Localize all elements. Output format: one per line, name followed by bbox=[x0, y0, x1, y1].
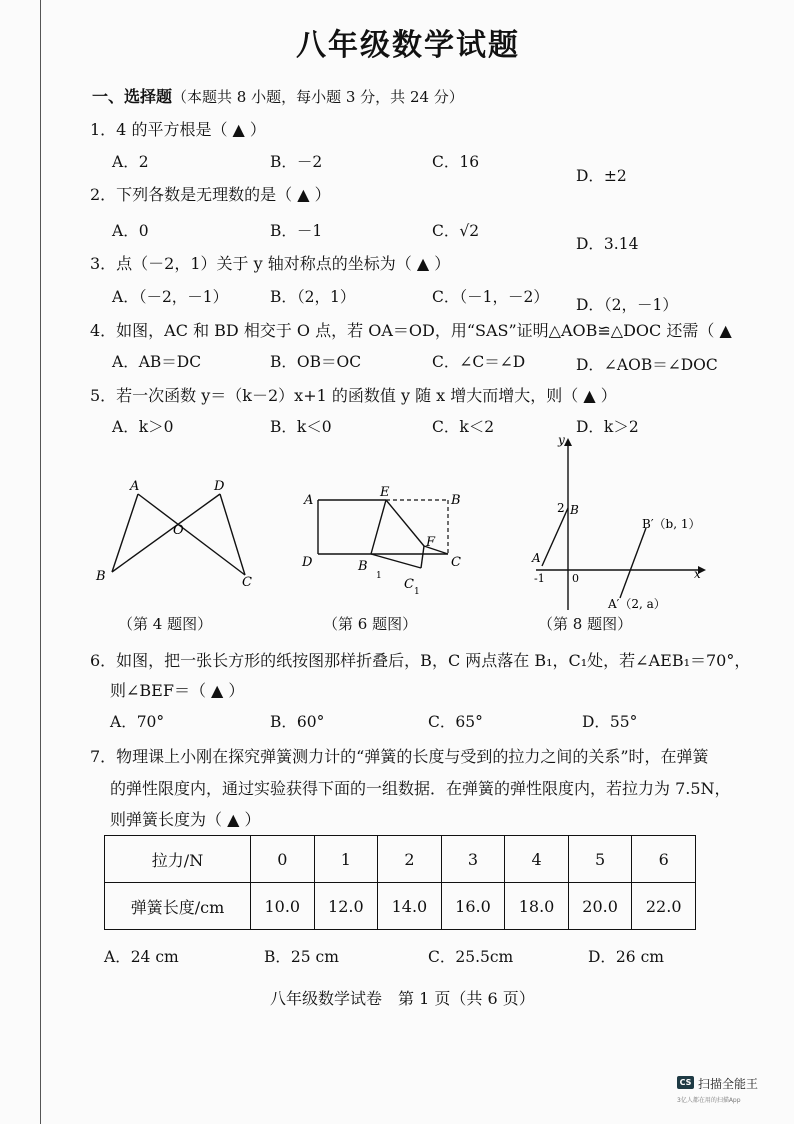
question-5-option-b: B．k＜0 bbox=[270, 418, 332, 436]
table-cell: 4 bbox=[505, 836, 569, 883]
question-3-option-b: B．（2，1） bbox=[270, 288, 356, 306]
table-cell: 16.0 bbox=[441, 883, 505, 930]
figure-8-caption: （第 8 题图） bbox=[538, 615, 633, 633]
table-cell: 12.0 bbox=[314, 883, 378, 930]
table-row-length bbox=[105, 883, 696, 930]
table-header-cell: 拉力/N bbox=[105, 836, 251, 883]
table-cell: 0 bbox=[251, 836, 315, 883]
question-6-option-b: B．60° bbox=[270, 713, 325, 731]
question-7-stem: 7．物理课上小刚在探究弹簧测力计的“弹簧的长度与受到的拉力之间的关系”时，在弹簧 bbox=[90, 747, 709, 766]
segment-apbp bbox=[620, 528, 646, 598]
question-2-option-b: B．－1 bbox=[270, 222, 323, 240]
label-c1-sub: 1 bbox=[414, 587, 420, 597]
question-7-option-d: D．26 cm bbox=[588, 948, 664, 966]
question-3-option-a: A．（－2，－1） bbox=[112, 288, 229, 306]
table-cell: 6 bbox=[632, 836, 696, 883]
line-ac bbox=[138, 494, 245, 575]
label-d: D bbox=[214, 479, 225, 494]
question-6-option-c: C．65° bbox=[428, 713, 483, 731]
label-a: A bbox=[130, 479, 140, 494]
question-7-option-c: C．25.5cm bbox=[428, 948, 514, 966]
question-5-option-d: D．k＞2 bbox=[576, 418, 639, 436]
label-e: E bbox=[380, 485, 390, 500]
question-5-stem: 5．若一次函数 y＝（k－2）x+1 的函数值 y 随 x 增大而增大，则（ ▲ ） bbox=[90, 386, 617, 405]
binding-margin-line bbox=[40, 0, 41, 1124]
line-bd bbox=[112, 494, 220, 572]
table-cell: 10.0 bbox=[251, 883, 315, 930]
label-d: D bbox=[302, 555, 313, 570]
watermark-slogan: 3亿人都在用的扫描App bbox=[677, 1097, 741, 1104]
question-7-stem-line-3: 则弹簧长度为（ ▲ ） bbox=[110, 810, 261, 829]
label-a: A bbox=[304, 493, 314, 508]
table-cell: 1 bbox=[314, 836, 378, 883]
question-1-option-c: C．16 bbox=[432, 153, 480, 171]
label-b: B bbox=[570, 503, 579, 517]
section-title: 一、选择题 bbox=[92, 87, 173, 106]
question-6-option-a: A．70° bbox=[110, 713, 165, 731]
question-3-stem: 3．点（－2，1）关于 y 轴对称点的坐标为（ ▲ ） bbox=[90, 254, 451, 273]
section-note: （本题共 8 小题，每小题 3 分，共 24 分） bbox=[172, 88, 464, 106]
question-5-option-c: C．k＜2 bbox=[432, 418, 495, 436]
question-4-option-d: D．∠AOB＝∠DOC bbox=[576, 356, 718, 374]
label-a-prime: A′（2, a） bbox=[608, 597, 666, 611]
label-b1: B bbox=[358, 559, 368, 574]
table-cell: 2 bbox=[378, 836, 442, 883]
figure-4-caption: （第 4 题图） bbox=[118, 615, 213, 633]
question-2-option-c: C．√2 bbox=[432, 222, 480, 240]
line-dc bbox=[220, 494, 245, 575]
table-row-force bbox=[105, 836, 696, 883]
figure-6-caption: （第 6 题图） bbox=[323, 615, 418, 633]
label-b: B bbox=[451, 493, 461, 508]
question-2-option-d: D．3.14 bbox=[576, 235, 639, 253]
label-f: F bbox=[426, 535, 436, 550]
label-c: C bbox=[242, 575, 252, 590]
figure-6-diagram bbox=[296, 484, 471, 599]
label-neg1: -1 bbox=[534, 572, 545, 585]
question-4-stem: 4．如图，AC 和 BD 相交于 O 点，若 OA＝OD，用“SAS”证明△AOB≌△DOC 还需（ ▲ bbox=[90, 321, 732, 340]
question-6-stem-line-2: 则∠BEF＝（ ▲ ） bbox=[110, 681, 245, 700]
label-c: C bbox=[451, 555, 461, 570]
question-1-option-d: D．±2 bbox=[576, 167, 627, 185]
question-4-option-c: C．∠C＝∠D bbox=[432, 353, 526, 371]
question-4-option-a: A．AB＝DC bbox=[112, 353, 202, 371]
question-6-option-d: D．55° bbox=[582, 713, 638, 731]
label-origin: 0 bbox=[572, 572, 579, 585]
table-cell: 14.0 bbox=[378, 883, 442, 930]
table-cell: 20.0 bbox=[568, 883, 632, 930]
question-4-option-b: B．OB＝OC bbox=[270, 353, 362, 371]
question-6-stem: 6．如图，把一张长方形的纸按图那样折叠后，B，C 两点落在 B₁，C₁处，若∠AEB₁＝70°， bbox=[90, 651, 751, 670]
line-ab bbox=[112, 494, 138, 572]
question-7-stem-line-2: 的弹性限度内，通过实验获得下面的一组数据．在弹簧的弹性限度内，若拉力为 7.5N， bbox=[110, 779, 731, 798]
label-a: A bbox=[532, 551, 541, 565]
label-o: O bbox=[173, 523, 184, 538]
spring-data-table bbox=[104, 835, 696, 930]
label-b: B bbox=[96, 569, 106, 584]
label-b1-sub: 1 bbox=[376, 571, 382, 581]
question-7-option-a: A．24 cm bbox=[104, 948, 179, 966]
question-1-option-b: B．－2 bbox=[270, 153, 323, 171]
question-1-stem: 1．4 的平方根是（ ▲ ） bbox=[90, 120, 266, 139]
question-7-option-b: B．25 cm bbox=[264, 948, 339, 966]
section-heading bbox=[92, 84, 464, 107]
table-cell: 5 bbox=[568, 836, 632, 883]
segment-ab bbox=[542, 508, 568, 566]
page-footer: 八年级数学试卷 第 1 页（共 6 页） bbox=[270, 989, 535, 1008]
question-1-option-a: A．2 bbox=[112, 153, 149, 171]
page-title: 八年级数学试题 bbox=[296, 28, 520, 63]
question-3-option-c: C．（－1，－2） bbox=[432, 288, 549, 306]
label-b-prime: B′（b, 1） bbox=[642, 517, 701, 531]
question-2-option-a: A．0 bbox=[112, 222, 149, 240]
question-5-option-a: A．k＞0 bbox=[112, 418, 174, 436]
camscanner-logo-icon: CS bbox=[677, 1076, 694, 1089]
figure-8-diagram bbox=[528, 432, 718, 612]
table-cell: 18.0 bbox=[505, 883, 569, 930]
table-cell: 3 bbox=[441, 836, 505, 883]
watermark-brand: 扫描全能王 bbox=[698, 1077, 759, 1091]
label-y: y bbox=[558, 433, 565, 447]
question-2-stem: 2．下列各数是无理数的是（ ▲ ） bbox=[90, 185, 331, 204]
label-c1: C bbox=[404, 577, 414, 592]
question-3-option-d: D．（2，－1） bbox=[576, 296, 678, 314]
table-cell: 22.0 bbox=[632, 883, 696, 930]
table-header-cell: 弹簧长度/cm bbox=[105, 883, 251, 930]
label-two: 2 bbox=[557, 501, 565, 515]
label-x: x bbox=[694, 567, 701, 581]
figure-4-diagram bbox=[90, 470, 270, 590]
